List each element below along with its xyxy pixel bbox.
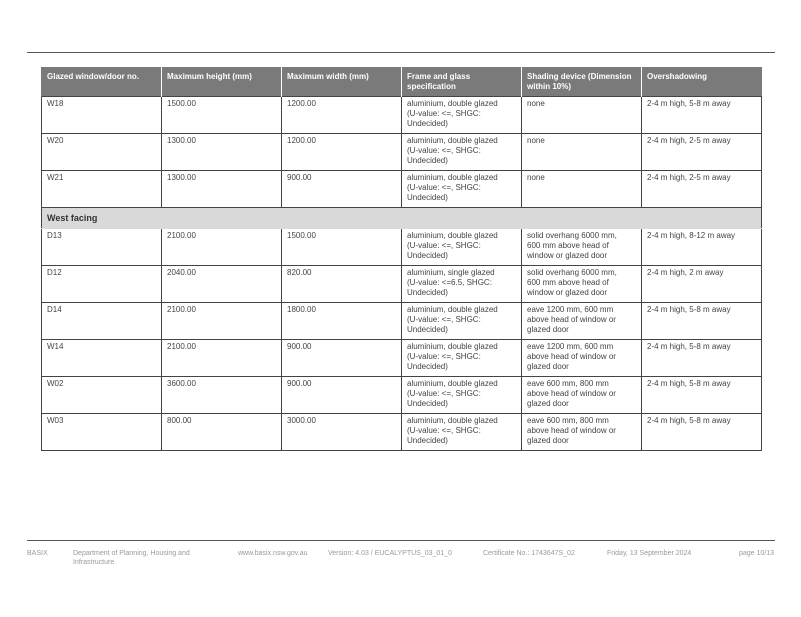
table-row: [42, 229, 762, 266]
table-row: [42, 97, 762, 134]
cell-max-width: 820.00: [282, 266, 402, 303]
footer-basix: BASIX: [27, 550, 48, 557]
footer-page-number: page 10/13: [738, 550, 774, 557]
cell-frame-glass: aluminium, double glazed (U-value: <=, SHGC: Undecided): [402, 171, 522, 208]
table-row: [42, 303, 762, 340]
top-divider: [27, 52, 775, 53]
cell-shading-device: none: [522, 171, 642, 208]
cell-window-no: D12: [42, 266, 162, 303]
cell-window-no: D14: [42, 303, 162, 340]
cell-shading-device: eave 1200 mm, 600 mm above head of window or glazed door: [522, 340, 642, 377]
cell-max-width: 1200.00: [282, 134, 402, 171]
cell-overshadowing: 2-4 m high, 2-5 m away: [642, 134, 762, 171]
cell-max-height: 1500.00: [162, 97, 282, 134]
cell-max-height: 2100.00: [162, 303, 282, 340]
cell-max-width: 1500.00: [282, 229, 402, 266]
cell-max-width: 900.00: [282, 171, 402, 208]
cell-shading-device: eave 1200 mm, 600 mm above head of window or glazed door: [522, 303, 642, 340]
cell-max-height: 1300.00: [162, 134, 282, 171]
cell-max-height: 2100.00: [162, 340, 282, 377]
header-max-width: Maximum width (mm): [282, 67, 402, 97]
footer-certificate: Certificate No.: 1743647S_02: [483, 550, 575, 557]
footer-date: Friday, 13 September 2024: [607, 550, 692, 557]
footer-version: Version: 4.03 / EUCALYPTUS_03_01_0: [328, 550, 453, 557]
section-row-west-facing: [42, 208, 762, 229]
cell-overshadowing: 2-4 m high, 5-8 m away: [642, 303, 762, 340]
cell-frame-glass: aluminium, double glazed (U-value: <=, SHGC: Undecided): [402, 340, 522, 377]
cell-overshadowing: 2-4 m high, 5-8 m away: [642, 340, 762, 377]
cell-window-no: W02: [42, 377, 162, 414]
cell-frame-glass: aluminium, double glazed (U-value: <=, SHGC: Undecided): [402, 134, 522, 171]
cell-max-height: 2100.00: [162, 229, 282, 266]
header-overshadowing: Overshadowing: [642, 67, 762, 97]
cell-window-no: W21: [42, 171, 162, 208]
table-body-top: [42, 97, 762, 208]
cell-window-no: D13: [42, 229, 162, 266]
cell-window-no: W14: [42, 340, 162, 377]
cell-overshadowing: 2-4 m high, 5-8 m away: [642, 414, 762, 451]
cell-shading-device: solid overhang 6000 mm, 600 mm above head of window or glazed door: [522, 229, 642, 266]
cell-max-height: 1300.00: [162, 171, 282, 208]
cell-shading-device: none: [522, 97, 642, 134]
cell-frame-glass: aluminium, double glazed (U-value: <=, SHGC: Undecided): [402, 377, 522, 414]
table-body-west: [42, 229, 762, 451]
header-window-no: Glazed window/door no.: [42, 67, 162, 97]
cell-overshadowing: 2-4 m high, 5-8 m away: [642, 97, 762, 134]
cell-overshadowing: 2-4 m high, 5-8 m away: [642, 377, 762, 414]
cell-shading-device: eave 600 mm, 800 mm above head of window or glazed door: [522, 414, 642, 451]
header-frame-glass: Frame and glass specification: [402, 67, 522, 97]
table-row: [42, 134, 762, 171]
table-row: [42, 340, 762, 377]
cell-shading-device: none: [522, 134, 642, 171]
cell-window-no: W20: [42, 134, 162, 171]
cell-window-no: W18: [42, 97, 162, 134]
footer-website: www.basix.nsw.gov.au: [238, 550, 308, 557]
header-max-height: Maximum height (mm): [162, 67, 282, 97]
table-row: [42, 171, 762, 208]
cell-max-width: 1200.00: [282, 97, 402, 134]
table-row: [42, 414, 762, 451]
cell-max-height: 2040.00: [162, 266, 282, 303]
cell-frame-glass: aluminium, double glazed (U-value: <=, SHGC: Undecided): [402, 303, 522, 340]
header-shading-device: Shading device (Dimension within 10%): [522, 67, 642, 97]
glazing-table: [41, 67, 762, 451]
cell-max-width: 3000.00: [282, 414, 402, 451]
table-row: [42, 377, 762, 414]
footer-department: Department of Planning, Housing and Infrastructure: [73, 550, 190, 566]
table-row: [42, 266, 762, 303]
table-header-row: [42, 67, 762, 97]
cell-window-no: W03: [42, 414, 162, 451]
footer-divider: [27, 540, 775, 541]
cell-frame-glass: aluminium, double glazed (U-value: <=, SHGC: Undecided): [402, 97, 522, 134]
cell-max-height: 800.00: [162, 414, 282, 451]
cell-overshadowing: 2-4 m high, 2 m away: [642, 266, 762, 303]
cell-max-height: 3600.00: [162, 377, 282, 414]
cell-overshadowing: 2-4 m high, 8-12 m away: [642, 229, 762, 266]
cell-frame-glass: aluminium, single glazed (U-value: <=6.5, SHGC: Undecided): [402, 266, 522, 303]
cell-shading-device: solid overhang 6000 mm, 600 mm above head of window or glazed door: [522, 266, 642, 303]
cell-shading-device: eave 600 mm, 800 mm above head of window or glazed door: [522, 377, 642, 414]
cell-max-width: 900.00: [282, 340, 402, 377]
cell-frame-glass: aluminium, double glazed (U-value: <=, SHGC: Undecided): [402, 229, 522, 266]
cell-overshadowing: 2-4 m high, 2-5 m away: [642, 171, 762, 208]
cell-max-width: 900.00: [282, 377, 402, 414]
section-label: West facing: [42, 208, 762, 229]
cell-max-width: 1800.00: [282, 303, 402, 340]
cell-frame-glass: aluminium, double glazed (U-value: <=, SHGC: Undecided): [402, 414, 522, 451]
